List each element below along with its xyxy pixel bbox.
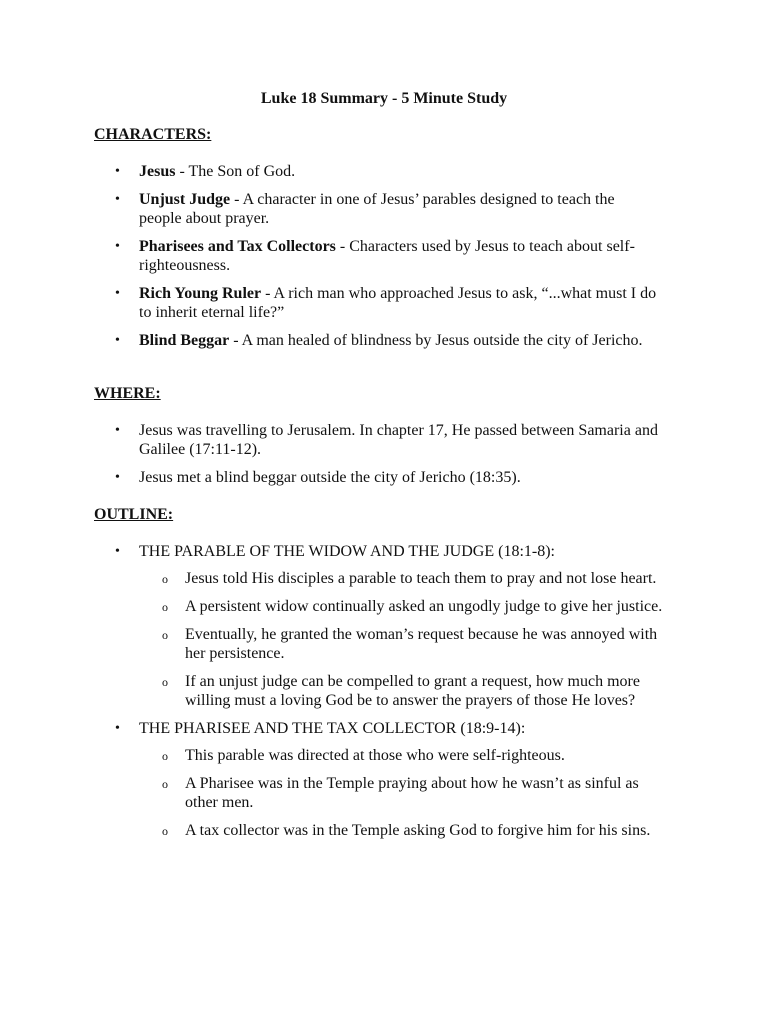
outline-point: o A Pharisee was in the Temple praying about how he wasn’t as sinful as other men. <box>139 774 665 812</box>
outline-point: o If an unjust judge can be compelled to grant a request, how much more willing must a loving God be to answer the prayers of those He loves? <box>139 672 665 710</box>
character-item <box>0 162 659 181</box>
outline-point: o Jesus told His disciples a parable to teach them to pray and not lose heart. <box>139 569 665 588</box>
character-name: Rich Young Ruler <box>139 285 262 302</box>
where-item: • Jesus met a blind beggar outside the city of Jericho (18:35). <box>0 468 659 487</box>
character-name: Unjust Judge <box>139 191 231 208</box>
outline-points <box>139 746 659 840</box>
character-desc: - The Son of God. <box>175 163 296 180</box>
where-heading: WHERE: <box>94 385 161 402</box>
outline-list <box>0 542 768 849</box>
character-name: Pharisees and Tax Collectors <box>139 238 336 255</box>
character-desc: - Characters used by Jesus to teach about self-righteousness. <box>139 238 635 274</box>
character-item <box>0 331 659 350</box>
character-desc: - A character in one of Jesus’ parables designed to teach the people about prayer. <box>139 191 615 227</box>
where-list <box>0 421 768 496</box>
document-title: Luke 18 Summary - 5 Minute Study <box>260 90 508 107</box>
character-name: Blind Beggar <box>139 332 230 349</box>
outline-point: o A tax collector was in the Temple asking God to forgive him for his sins. <box>139 821 665 840</box>
where-item: • Jesus was travelling to Jerusalem. In chapter 17, He passed between Samaria and Galilee (17:11-12). <box>0 421 659 459</box>
outline-section <box>0 719 659 840</box>
character-name: Jesus <box>139 163 176 180</box>
character-item <box>0 190 659 228</box>
outline-heading: OUTLINE: <box>94 506 174 523</box>
outline-point: o A persistent widow continually asked an ungodly judge to give her justice. <box>139 597 665 616</box>
outline-section-title: THE PHARISEE AND THE TAX COLLECTOR (18:9-14): <box>139 720 526 737</box>
outline-section-title: THE PARABLE OF THE WIDOW AND THE JUDGE (18:1-8): <box>139 543 555 560</box>
characters-heading: CHARACTERS: <box>94 126 212 143</box>
outline-point: o This parable was directed at those who were self-righteous. <box>139 746 665 765</box>
characters-list <box>0 162 768 359</box>
character-item <box>0 237 659 275</box>
character-desc: - A rich man who approached Jesus to ask, “...what must I do to inherit eternal life?” <box>139 285 657 321</box>
outline-points <box>139 569 663 710</box>
outline-section <box>0 542 663 710</box>
character-desc: - A man healed of blindness by Jesus outside the city of Jericho. <box>229 332 643 349</box>
character-item <box>0 284 659 322</box>
outline-point: o Eventually, he granted the woman’s request because he was annoyed with her persistence. <box>139 625 665 663</box>
